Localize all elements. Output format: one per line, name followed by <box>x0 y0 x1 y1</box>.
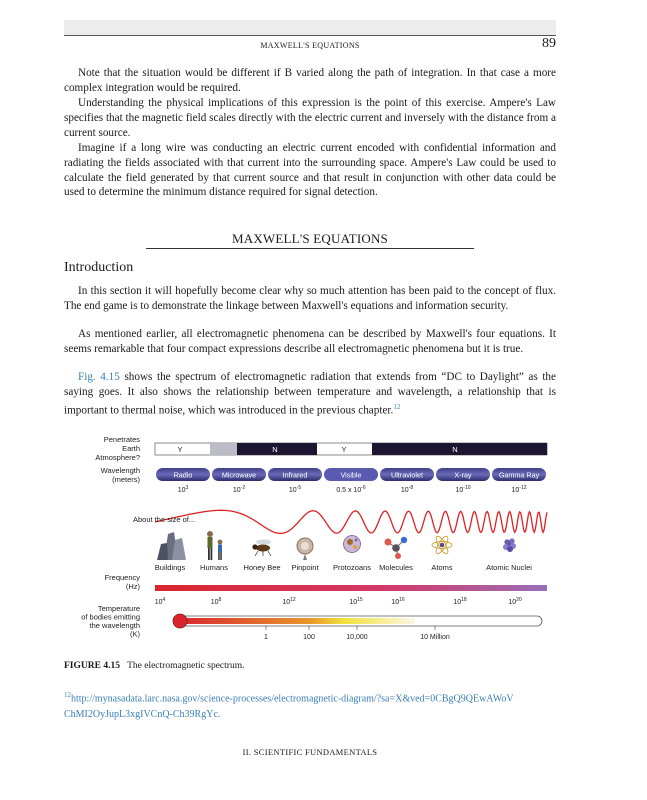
frequency-value: $10^{15}$ <box>349 597 363 606</box>
temperature-value: 100 <box>303 634 315 641</box>
footnote <box>64 687 564 723</box>
figure-caption <box>64 661 244 671</box>
wavelength-value: $10^{-12}$ <box>511 485 527 494</box>
penetrates-label-0: Penetrates <box>103 435 140 444</box>
band-label: Radio <box>173 470 193 480</box>
section-title: MAXWELL'S EQUATIONS <box>232 231 388 246</box>
thermometer-fill <box>180 618 415 624</box>
atomic-nuclei-icon <box>503 538 516 552</box>
paragraph-2: Understanding the physical implications of this expression is the point of this exercise. Ampere's Law specifies that the magnetic field scales directly with the electric current and inversely with the distance from a current source. <box>64 97 556 139</box>
molecules-icon <box>385 537 408 559</box>
object-label-atomic-nuclei: Atomic Nuclei <box>486 563 532 572</box>
paragraph-3: Imagine if a long wire was conducting an electric current encoded with confidential information and radiating the fields associated with that current into the surrounding space. Ampere's Law could be used to calculate the field generated by that current source and that result in conjunction with other data could be used to determine the minimum distance required for signal detection. <box>64 142 556 199</box>
band-infrared <box>268 468 322 481</box>
penetrates-y2: Y <box>341 445 347 454</box>
band-microwave <box>212 468 266 481</box>
penetrates-segment-n2 <box>372 443 547 455</box>
band-label: Ultraviolet <box>391 470 423 480</box>
size-label: About the size of... <box>133 515 196 524</box>
wavelength-label-0: Wavelength <box>100 466 140 475</box>
frequency-bar <box>155 585 547 591</box>
penetrates-n2: N <box>452 445 458 454</box>
wavelength-value: $10^3$ <box>177 485 189 494</box>
object-label-atoms: Atoms <box>431 563 453 572</box>
object-label-protozoans: Protozoans <box>333 563 371 572</box>
object-label-humans: Humans <box>200 563 228 572</box>
band-radio <box>156 468 210 481</box>
thermometer-bulb <box>173 614 187 628</box>
frequency-value: $10^8$ <box>210 597 222 606</box>
penetrates-y1: Y <box>177 445 183 454</box>
page-footer: II. SCIENTIFIC FUNDAMENTALS <box>242 747 378 757</box>
wavelength-value: 0.5 x $10^{-6}$ <box>336 485 366 494</box>
paragraph-6 <box>64 370 556 418</box>
paragraph-5: As mentioned earlier, all electromagnetic phenomena can be described by Maxwell's four equations. It seems remarkable that four compact expressions describe all electromagnetic phenomena but it is true. <box>64 328 556 355</box>
temperature-label-2: the wavelength <box>89 621 140 630</box>
paragraph-4: In this section it will hopefully become clear why so much attention has been paid to the concept of flux. The end game is to demonstrate the linkage between Maxwell's equations and information security. <box>64 285 556 312</box>
header-rule <box>64 35 556 36</box>
temperature-label-3: (K) <box>130 629 140 639</box>
band-ultraviolet <box>380 468 434 481</box>
honey-bee-icon <box>252 540 271 557</box>
figure-link[interactable]: Fig. 4.15 <box>78 371 120 383</box>
frequency-value: $10^{20}$ <box>508 597 522 606</box>
footnote-url-1[interactable]: http://mynasadata.larc.nasa.gov/science-processes/electromagnetic-diagram/?sa=X&ved=0CBgQ9QEwAWoV <box>71 693 514 705</box>
frequency-label-1: (Hz) <box>125 582 140 591</box>
buildings-icon <box>157 532 186 560</box>
penetrates-label-1: Earth <box>122 444 140 453</box>
footnote-number: 12 <box>64 691 71 699</box>
object-label-molecules: Molecules <box>379 563 413 572</box>
temperature-value: 10,000 <box>346 634 368 641</box>
caption-label: FIGURE 4.15 <box>64 661 120 671</box>
penetrates-label-2: Atmosphere? <box>95 453 140 462</box>
running-head: MAXWELL'S EQUATIONS <box>260 41 360 50</box>
object-label-buildings: Buildings <box>154 563 186 572</box>
em-spectrum-figure <box>60 430 560 650</box>
temperature-label-0: Temperature <box>97 604 140 613</box>
temperature-value: 1 <box>264 634 268 641</box>
section-rule <box>146 248 474 249</box>
band-label: Visible <box>340 470 362 480</box>
caption-text: The electromagnetic spectrum. <box>127 661 245 671</box>
pinpoint-icon <box>297 538 313 560</box>
frequency-label-0: Frequency <box>104 573 140 582</box>
band-label: X-ray <box>454 470 472 480</box>
band-visible <box>324 468 378 481</box>
band-gamma-ray <box>492 468 546 481</box>
atoms-icon <box>432 535 452 556</box>
frequency-value: $10^4$ <box>154 597 166 606</box>
header-bar <box>64 20 556 35</box>
penetrates-segment-gray <box>210 443 237 455</box>
band-x-ray <box>436 468 490 481</box>
frequency-value: $10^{12}$ <box>282 597 296 606</box>
wave-curve <box>155 510 547 533</box>
penetrates-n1: N <box>272 445 278 454</box>
object-label-honey-bee: Honey Bee <box>243 563 281 572</box>
paragraph-1: Note that the situation would be different if B varied along the path of integration. In that case a more complex integration would be required. <box>64 67 556 94</box>
temperature-label-1: of bodies emitting <box>81 612 140 622</box>
protozoans-icon <box>344 536 361 553</box>
wavelength-value: $10^{-2}$ <box>232 485 246 494</box>
humans-icon <box>207 531 222 560</box>
frequency-value: $10^{16}$ <box>391 597 405 606</box>
temperature-value: 10 Million <box>420 634 450 641</box>
band-label: Infrared <box>282 470 308 480</box>
wavelength-value: $10^{-8}$ <box>400 485 414 494</box>
paragraph-6-text: shows the spectrum of electromagnetic radiation that extends from “DC to Daylight” as the saying goes. It also shows the relationship between temperature and wavelength, a relationship that is important to thermal noise, which was introduced in the previous chapter. <box>64 371 556 417</box>
band-label: Microwave <box>221 470 257 480</box>
band-label: Gamma Ray <box>498 470 540 480</box>
object-label-pinpoint: Pinpoint <box>291 563 319 572</box>
subheading: Introduction <box>64 260 134 275</box>
wavelength-value: $10^{-10}$ <box>455 485 471 494</box>
footnote-url-2[interactable]: ChMI2OyJupL3xgIVCnQ-Ch39RgYc. <box>64 709 221 721</box>
footnote-ref[interactable]: 12 <box>393 402 401 411</box>
frequency-value: $10^{18}$ <box>453 597 467 606</box>
wavelength-value: $10^{-5}$ <box>288 485 302 494</box>
wavelength-label-1: (meters) <box>112 475 140 484</box>
page-number: 89 <box>542 36 556 51</box>
